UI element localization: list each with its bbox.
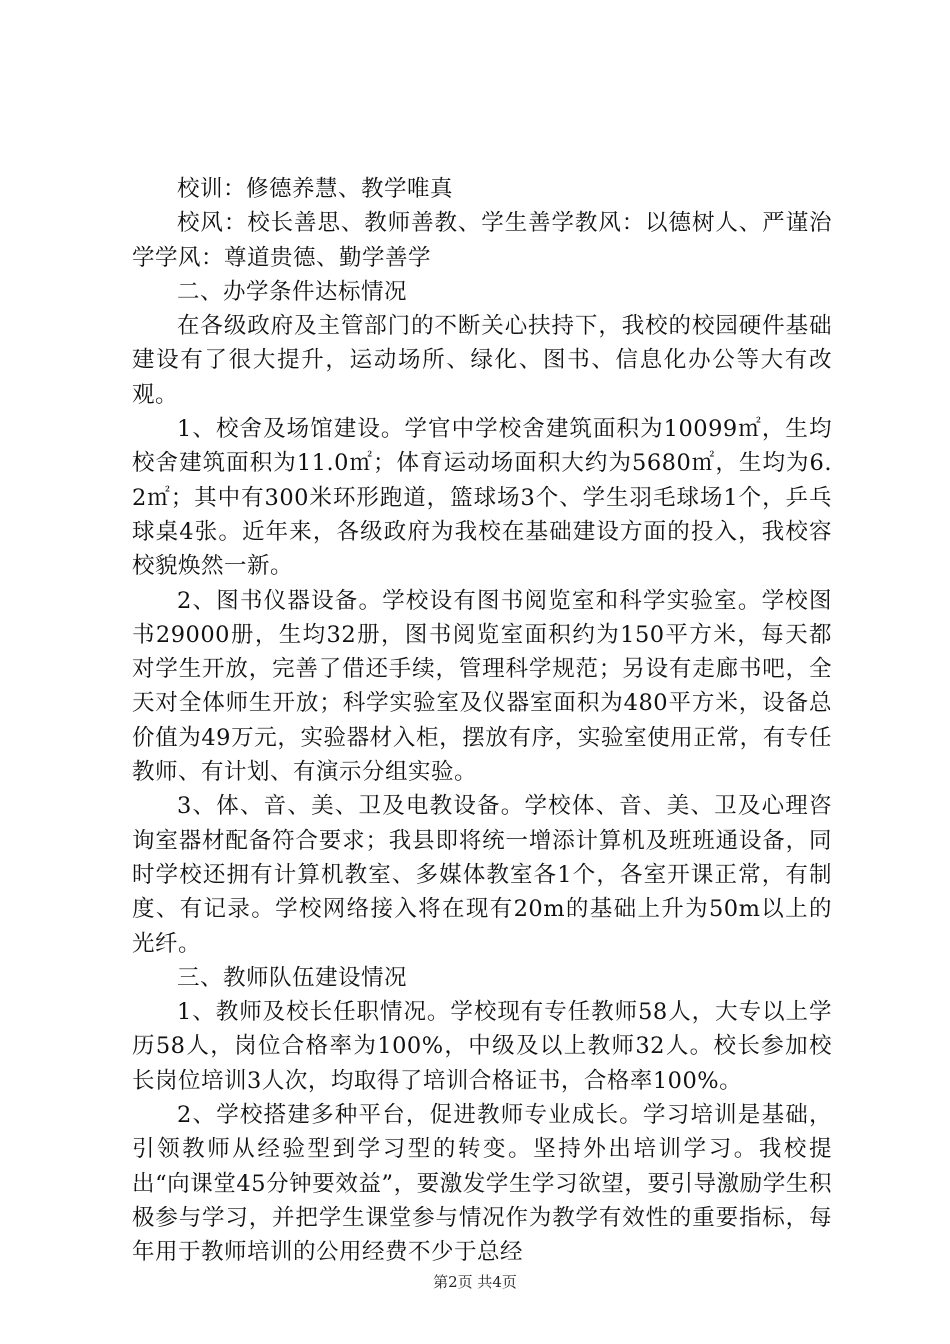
paragraph-teacher-development: 2、学校搭建多种平台，促进教师专业成长。学习培训是基础，引领教师从经验型到学习型的转变。坚持外出培训学习。我校提出“向课堂45分钟要效益”，要激发学生学习欲望，要引导激励学生积极参与学习，并把学生课堂参与情况作为教学有效性的重要指标，每年用于教师培训的公用经费不少于总经 <box>132 1102 832 1266</box>
section-heading-teachers: 三、教师队伍建设情况 <box>177 964 408 991</box>
paragraph-school-style: 校风：校长善思、教师善教、学生善学教风：以德树人、严谨治学学风：尊道贵德、勤学善学 <box>132 210 832 271</box>
document-body <box>132 172 832 1270</box>
paragraph-facilities-intro: 在各级政府及主管部门的不断关心扶持下，我校的校园硬件基础建设有了很大提升，运动场所、绿化、图书、信息化办公等大有改观。 <box>132 313 832 408</box>
paragraph-pe-arts-equipment: 3、体、音、美、卫及电教设备。学校体、音、美、卫及心理咨询室器材配备符合要求；我县即将统一增添计算机及班班通设备，同时学校还拥有计算机教室、多媒体教室各1个，各室开课正常，有制度、有记录。学校网络接入将在现有20m的基础上升为50m以上的光纤。 <box>132 793 832 957</box>
section-heading-facilities: 二、办学条件达标情况 <box>177 278 408 305</box>
paragraph-motto: 校训：修德养慧、教学唯真 <box>177 176 454 202</box>
paragraph-buildings: 1、校舍及场馆建设。学官中学校舍建筑面积为10099㎡，生均校舍建筑面积为11.0㎡；体育运动场面积大约为5680㎡，生均为6.2㎡；其中有300米环形跑道，篮球场3个、学生羽毛球场1个，乒乓球桌4张。近年来，各级政府为我校在基础建设方面的投入，我校容校貌焕然一新。 <box>132 416 832 580</box>
paragraph-teacher-qualifications: 1、教师及校长任职情况。学校现有专任教师58人，大专以上学历58人，岗位合格率为100%，中级及以上教师32人。校长参加校长岗位培训3人次，均取得了培训合格证书，合格率100%。 <box>132 999 832 1094</box>
paragraph-library-equipment: 2、图书仪器设备。学校设有图书阅览室和科学实验室。学校图书29000册，生均32册，图书阅览室面积约为150平方米，每天都对学生开放，完善了借还手续，管理科学规范；另设有走廊书吧，全天对全体师生开放；科学实验室及仪器室面积为480平方米，设备总价值为49万元，实验器材入柜，摆放有序，实验室使用正常，有专任教师、有计划、有演示分组实验。 <box>132 587 832 786</box>
page-footer: 第2页 共4页 <box>433 1273 517 1291</box>
